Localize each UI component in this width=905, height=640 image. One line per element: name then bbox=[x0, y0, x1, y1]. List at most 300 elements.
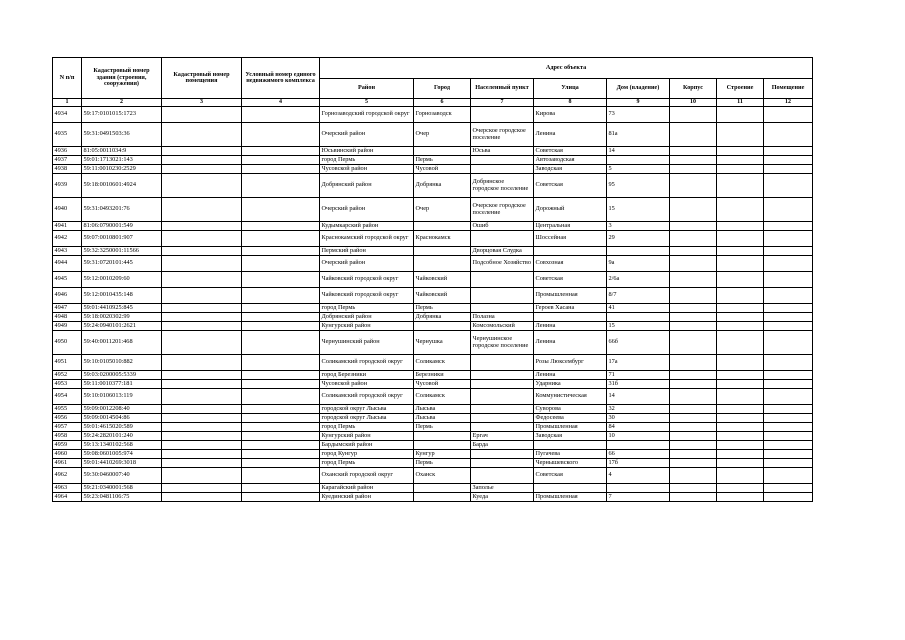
room-cadastral-number bbox=[162, 156, 242, 165]
house-cell: 17б bbox=[607, 459, 670, 468]
complex-number bbox=[242, 450, 320, 459]
korpus-cell bbox=[670, 371, 717, 380]
complex-number bbox=[242, 380, 320, 389]
table-row bbox=[53, 256, 813, 272]
street-cell: Заводская bbox=[534, 165, 607, 174]
korpus-cell bbox=[670, 423, 717, 432]
table-row bbox=[53, 147, 813, 156]
column-number: 6 bbox=[414, 99, 471, 107]
house-cell: 71 bbox=[607, 371, 670, 380]
building-cell bbox=[717, 380, 764, 389]
district-cell: Пермский район bbox=[320, 247, 414, 256]
building-cell bbox=[717, 441, 764, 450]
district-cell: Горнозаводский городской округ bbox=[320, 107, 414, 123]
room-cell bbox=[764, 123, 813, 147]
building-cell bbox=[717, 414, 764, 423]
house-cell: 41 bbox=[607, 304, 670, 313]
korpus-cell bbox=[670, 123, 717, 147]
korpus-cell bbox=[670, 147, 717, 156]
settlement-cell: Заполье bbox=[471, 484, 534, 493]
street-cell: Розы Люксембург bbox=[534, 355, 607, 371]
row-number: 4954 bbox=[53, 389, 82, 405]
house-cell: 29 bbox=[607, 231, 670, 247]
city-cell: Пермь bbox=[414, 459, 471, 468]
complex-number bbox=[242, 222, 320, 231]
room-cadastral-number bbox=[162, 165, 242, 174]
korpus-cell bbox=[670, 322, 717, 331]
house-cell: 15 bbox=[607, 322, 670, 331]
complex-number bbox=[242, 231, 320, 247]
building-cell bbox=[717, 405, 764, 414]
district-cell: Добрянский район bbox=[320, 174, 414, 198]
settlement-cell bbox=[471, 231, 534, 247]
korpus-cell bbox=[670, 468, 717, 484]
complex-number bbox=[242, 313, 320, 322]
building-cadastral-number: 59:18:0020302:99 bbox=[82, 313, 162, 322]
settlement-cell bbox=[471, 459, 534, 468]
street-cell: Ленина bbox=[534, 371, 607, 380]
city-cell: Лысьва bbox=[414, 405, 471, 414]
row-number: 4958 bbox=[53, 432, 82, 441]
header-building: Строение bbox=[717, 79, 764, 99]
city-cell bbox=[414, 256, 471, 272]
district-cell: Бардымский район bbox=[320, 441, 414, 450]
korpus-cell bbox=[670, 450, 717, 459]
street-cell: Дорожный bbox=[534, 198, 607, 222]
room-cell bbox=[764, 272, 813, 288]
building-cadastral-number: 59:01:4410269:3018 bbox=[82, 459, 162, 468]
street-cell bbox=[534, 441, 607, 450]
complex-number bbox=[242, 123, 320, 147]
building-cell bbox=[717, 247, 764, 256]
room-cell bbox=[764, 331, 813, 355]
city-cell: Горнозаводск bbox=[414, 107, 471, 123]
room-cell bbox=[764, 313, 813, 322]
column-number: 7 bbox=[471, 99, 534, 107]
city-cell: Чусовой bbox=[414, 380, 471, 389]
row-number: 4952 bbox=[53, 371, 82, 380]
room-cadastral-number bbox=[162, 355, 242, 371]
room-cadastral-number bbox=[162, 441, 242, 450]
building-cadastral-number: 59:24:2820101:240 bbox=[82, 432, 162, 441]
building-cell bbox=[717, 389, 764, 405]
row-number: 4946 bbox=[53, 288, 82, 304]
building-cadastral-number: 59:10:0106013:119 bbox=[82, 389, 162, 405]
complex-number bbox=[242, 174, 320, 198]
settlement-cell: Очерское городское поселение bbox=[471, 198, 534, 222]
complex-number bbox=[242, 423, 320, 432]
table-row bbox=[53, 355, 813, 371]
street-cell: Чернышевского bbox=[534, 459, 607, 468]
row-number: 4939 bbox=[53, 174, 82, 198]
house-cell bbox=[607, 156, 670, 165]
room-cadastral-number bbox=[162, 107, 242, 123]
room-cadastral-number bbox=[162, 432, 242, 441]
house-cell: 81а bbox=[607, 123, 670, 147]
street-cell: Ленина bbox=[534, 123, 607, 147]
building-cell bbox=[717, 222, 764, 231]
complex-number bbox=[242, 432, 320, 441]
table-row bbox=[53, 414, 813, 423]
house-cell: 9а bbox=[607, 256, 670, 272]
house-cell: 3 bbox=[607, 222, 670, 231]
city-cell: Кунгур bbox=[414, 450, 471, 459]
table-row bbox=[53, 380, 813, 389]
house-cell: 66б bbox=[607, 331, 670, 355]
room-cell bbox=[764, 414, 813, 423]
district-cell: Юсьвинский район bbox=[320, 147, 414, 156]
complex-number bbox=[242, 389, 320, 405]
table-body bbox=[53, 107, 813, 502]
city-cell: Лысьва bbox=[414, 414, 471, 423]
building-cadastral-number: 59:09:0012208:40 bbox=[82, 405, 162, 414]
building-cadastral-number: 59:01:1713021:143 bbox=[82, 156, 162, 165]
header-address: Адрес объекта bbox=[320, 58, 813, 79]
room-cadastral-number bbox=[162, 198, 242, 222]
table-row bbox=[53, 322, 813, 331]
building-cell bbox=[717, 331, 764, 355]
table-row bbox=[53, 304, 813, 313]
table-row bbox=[53, 432, 813, 441]
settlement-cell bbox=[471, 389, 534, 405]
house-cell bbox=[607, 484, 670, 493]
korpus-cell bbox=[670, 313, 717, 322]
row-number: 4956 bbox=[53, 414, 82, 423]
city-cell: Чернушка bbox=[414, 331, 471, 355]
building-cell bbox=[717, 322, 764, 331]
street-cell: Кирова bbox=[534, 107, 607, 123]
table-row bbox=[53, 247, 813, 256]
complex-number bbox=[242, 414, 320, 423]
district-cell: городской округ Лысьва bbox=[320, 414, 414, 423]
house-cell: 14 bbox=[607, 147, 670, 156]
street-cell: Советская bbox=[534, 468, 607, 484]
row-number: 4948 bbox=[53, 313, 82, 322]
city-cell: Добрянка bbox=[414, 313, 471, 322]
complex-number bbox=[242, 147, 320, 156]
house-cell: 30 bbox=[607, 414, 670, 423]
district-cell: Кунгурский район bbox=[320, 322, 414, 331]
building-cell bbox=[717, 156, 764, 165]
city-cell: Краснокамск bbox=[414, 231, 471, 247]
house-cell bbox=[607, 441, 670, 450]
house-cell: 17а bbox=[607, 355, 670, 371]
building-cell bbox=[717, 371, 764, 380]
header-number: N п/п bbox=[53, 58, 82, 99]
building-cell bbox=[717, 288, 764, 304]
city-cell: Соликамск bbox=[414, 389, 471, 405]
room-cell bbox=[764, 450, 813, 459]
header-room-cadastral: Кадастровый номер помещения bbox=[162, 58, 242, 99]
room-cadastral-number bbox=[162, 389, 242, 405]
building-cadastral-number: 59:18:0010601:4924 bbox=[82, 174, 162, 198]
room-cell bbox=[764, 165, 813, 174]
settlement-cell bbox=[471, 165, 534, 174]
row-number: 4944 bbox=[53, 256, 82, 272]
korpus-cell bbox=[670, 389, 717, 405]
settlement-cell bbox=[471, 156, 534, 165]
row-number: 4964 bbox=[53, 493, 82, 502]
row-number: 4957 bbox=[53, 423, 82, 432]
room-cadastral-number bbox=[162, 450, 242, 459]
building-cadastral-number: 81:05:0011034:9 bbox=[82, 147, 162, 156]
street-cell: Центральная bbox=[534, 222, 607, 231]
district-cell: город Пермь bbox=[320, 304, 414, 313]
complex-number bbox=[242, 165, 320, 174]
room-cell bbox=[764, 484, 813, 493]
row-number: 4959 bbox=[53, 441, 82, 450]
korpus-cell bbox=[670, 198, 717, 222]
room-cadastral-number bbox=[162, 231, 242, 247]
room-cell bbox=[764, 389, 813, 405]
room-cadastral-number bbox=[162, 174, 242, 198]
street-cell bbox=[534, 313, 607, 322]
city-cell: Очер bbox=[414, 198, 471, 222]
column-number: 9 bbox=[607, 99, 670, 107]
district-cell: город Пермь bbox=[320, 459, 414, 468]
city-cell: Березники bbox=[414, 371, 471, 380]
city-cell bbox=[414, 147, 471, 156]
room-cell bbox=[764, 107, 813, 123]
district-cell: Добрянский район bbox=[320, 313, 414, 322]
house-cell: 14 bbox=[607, 389, 670, 405]
row-number: 4940 bbox=[53, 198, 82, 222]
building-cadastral-number: 59:32:3250001:11566 bbox=[82, 247, 162, 256]
house-cell: 2/6а bbox=[607, 272, 670, 288]
district-cell: город Кунгур bbox=[320, 450, 414, 459]
header-korpus: Корпус bbox=[670, 79, 717, 99]
settlement-cell bbox=[471, 355, 534, 371]
korpus-cell bbox=[670, 222, 717, 231]
building-cell bbox=[717, 231, 764, 247]
city-cell: Чайковский bbox=[414, 272, 471, 288]
room-cadastral-number bbox=[162, 313, 242, 322]
district-cell: Чернушинский район bbox=[320, 331, 414, 355]
complex-number bbox=[242, 459, 320, 468]
room-cell bbox=[764, 459, 813, 468]
table-row bbox=[53, 156, 813, 165]
building-cadastral-number: 59:12:0010209:60 bbox=[82, 272, 162, 288]
room-cadastral-number bbox=[162, 468, 242, 484]
korpus-cell bbox=[670, 174, 717, 198]
room-cell bbox=[764, 432, 813, 441]
building-cadastral-number: 59:01:4615020:589 bbox=[82, 423, 162, 432]
settlement-cell bbox=[471, 371, 534, 380]
header-room: Помещение bbox=[764, 79, 813, 99]
room-cell bbox=[764, 355, 813, 371]
complex-number bbox=[242, 288, 320, 304]
korpus-cell bbox=[670, 288, 717, 304]
settlement-cell: Ошиб bbox=[471, 222, 534, 231]
settlement-cell bbox=[471, 414, 534, 423]
settlement-cell: Барда bbox=[471, 441, 534, 450]
column-number: 2 bbox=[82, 99, 162, 107]
settlement-cell: Чернушинское городское поселение bbox=[471, 331, 534, 355]
room-cell bbox=[764, 380, 813, 389]
settlement-cell bbox=[471, 405, 534, 414]
district-cell: город Пермь bbox=[320, 423, 414, 432]
complex-number bbox=[242, 441, 320, 450]
column-number: 12 bbox=[764, 99, 813, 107]
real-estate-table bbox=[52, 57, 813, 502]
district-cell: Чусовской район bbox=[320, 165, 414, 174]
building-cadastral-number: 59:13:1340102:568 bbox=[82, 441, 162, 450]
house-cell: 7 bbox=[607, 493, 670, 502]
row-number: 4960 bbox=[53, 450, 82, 459]
room-cell bbox=[764, 147, 813, 156]
table-row bbox=[53, 174, 813, 198]
settlement-cell: Ергач bbox=[471, 432, 534, 441]
row-number: 4950 bbox=[53, 331, 82, 355]
room-cell bbox=[764, 423, 813, 432]
korpus-cell bbox=[670, 405, 717, 414]
street-cell: Автозаводская bbox=[534, 156, 607, 165]
korpus-cell bbox=[670, 272, 717, 288]
korpus-cell bbox=[670, 355, 717, 371]
street-cell: Коммунистическая bbox=[534, 389, 607, 405]
column-number: 5 bbox=[320, 99, 414, 107]
table-row bbox=[53, 107, 813, 123]
city-cell: Соликамск bbox=[414, 355, 471, 371]
row-number: 4936 bbox=[53, 147, 82, 156]
complex-number bbox=[242, 156, 320, 165]
table-row bbox=[53, 450, 813, 459]
house-cell: 84 bbox=[607, 423, 670, 432]
row-number: 4955 bbox=[53, 405, 82, 414]
room-cell bbox=[764, 322, 813, 331]
header-city: Город bbox=[414, 79, 471, 99]
header-district: Район bbox=[320, 79, 414, 99]
room-cadastral-number bbox=[162, 484, 242, 493]
settlement-cell bbox=[471, 107, 534, 123]
district-cell: городской округ Лысьва bbox=[320, 405, 414, 414]
settlement-cell bbox=[471, 450, 534, 459]
city-cell: Чайковский bbox=[414, 288, 471, 304]
room-cell bbox=[764, 468, 813, 484]
header-building-cadastral: Кадастровый номер здания (строения, сооружения) bbox=[82, 58, 162, 99]
city-cell: Пермь bbox=[414, 156, 471, 165]
room-cell bbox=[764, 156, 813, 165]
building-cell bbox=[717, 313, 764, 322]
table-row bbox=[53, 331, 813, 355]
complex-number bbox=[242, 107, 320, 123]
room-cadastral-number bbox=[162, 423, 242, 432]
district-cell: Очерский район bbox=[320, 198, 414, 222]
house-cell: 8/7 bbox=[607, 288, 670, 304]
district-cell: город Березники bbox=[320, 371, 414, 380]
building-cadastral-number: 59:11:0010377:181 bbox=[82, 380, 162, 389]
row-number: 4943 bbox=[53, 247, 82, 256]
room-cadastral-number bbox=[162, 371, 242, 380]
column-number: 11 bbox=[717, 99, 764, 107]
house-cell: 4 bbox=[607, 468, 670, 484]
street-cell: Заводская bbox=[534, 432, 607, 441]
district-cell: Чусовской район bbox=[320, 380, 414, 389]
korpus-cell bbox=[670, 441, 717, 450]
city-cell bbox=[414, 432, 471, 441]
room-cadastral-number bbox=[162, 405, 242, 414]
settlement-cell: Куеда bbox=[471, 493, 534, 502]
korpus-cell bbox=[670, 459, 717, 468]
city-cell: Очер bbox=[414, 123, 471, 147]
row-number: 4935 bbox=[53, 123, 82, 147]
building-cadastral-number: 59:17:0101015:1723 bbox=[82, 107, 162, 123]
building-cadastral-number: 59:40:0011201:468 bbox=[82, 331, 162, 355]
street-cell: Суворова bbox=[534, 405, 607, 414]
building-cell bbox=[717, 432, 764, 441]
settlement-cell bbox=[471, 380, 534, 389]
district-cell: город Пермь bbox=[320, 156, 414, 165]
city-cell bbox=[414, 441, 471, 450]
street-cell: Ленина bbox=[534, 322, 607, 331]
header-house: Дом (владение) bbox=[607, 79, 670, 99]
district-cell: Оханский городской округ bbox=[320, 468, 414, 484]
building-cell bbox=[717, 423, 764, 432]
street-cell: Шоссейная bbox=[534, 231, 607, 247]
city-cell: Оханск bbox=[414, 468, 471, 484]
korpus-cell bbox=[670, 414, 717, 423]
row-number: 4961 bbox=[53, 459, 82, 468]
street-cell: Советская bbox=[534, 174, 607, 198]
complex-number bbox=[242, 371, 320, 380]
city-cell bbox=[414, 322, 471, 331]
house-cell: 73 bbox=[607, 107, 670, 123]
building-cadastral-number: 59:07:0010801:907 bbox=[82, 231, 162, 247]
korpus-cell bbox=[670, 304, 717, 313]
building-cadastral-number: 59:24:0940101:2621 bbox=[82, 322, 162, 331]
house-cell: 10 bbox=[607, 432, 670, 441]
settlement-cell: Подсобное Хозяйство bbox=[471, 256, 534, 272]
room-cell bbox=[764, 174, 813, 198]
building-cell bbox=[717, 450, 764, 459]
district-cell: Соликамский городской округ bbox=[320, 355, 414, 371]
row-number: 4934 bbox=[53, 107, 82, 123]
korpus-cell bbox=[670, 107, 717, 123]
row-number: 4938 bbox=[53, 165, 82, 174]
house-cell: 95 bbox=[607, 174, 670, 198]
building-cell bbox=[717, 355, 764, 371]
settlement-cell bbox=[471, 304, 534, 313]
table-row bbox=[53, 484, 813, 493]
table-row bbox=[53, 405, 813, 414]
table-row bbox=[53, 371, 813, 380]
column-number: 8 bbox=[534, 99, 607, 107]
building-cell bbox=[717, 147, 764, 156]
building-cadastral-number: 59:23:0481106:75 bbox=[82, 493, 162, 502]
room-cell bbox=[764, 198, 813, 222]
column-number: 4 bbox=[242, 99, 320, 107]
street-cell: Героев Хасана bbox=[534, 304, 607, 313]
room-cell bbox=[764, 231, 813, 247]
room-cadastral-number bbox=[162, 147, 242, 156]
table-row bbox=[53, 231, 813, 247]
complex-number bbox=[242, 405, 320, 414]
street-cell: Промышленная bbox=[534, 288, 607, 304]
building-cell bbox=[717, 256, 764, 272]
building-cell bbox=[717, 272, 764, 288]
building-cadastral-number: 59:08:0601005:974 bbox=[82, 450, 162, 459]
room-cell bbox=[764, 441, 813, 450]
building-cadastral-number: 59:01:4410925:845 bbox=[82, 304, 162, 313]
street-cell: Промышленная bbox=[534, 423, 607, 432]
complex-number bbox=[242, 493, 320, 502]
building-cell bbox=[717, 468, 764, 484]
street-cell: Совхозная bbox=[534, 256, 607, 272]
settlement-cell: Дворцовая Слудка bbox=[471, 247, 534, 256]
row-number: 4949 bbox=[53, 322, 82, 331]
table-row bbox=[53, 198, 813, 222]
table-row bbox=[53, 441, 813, 450]
